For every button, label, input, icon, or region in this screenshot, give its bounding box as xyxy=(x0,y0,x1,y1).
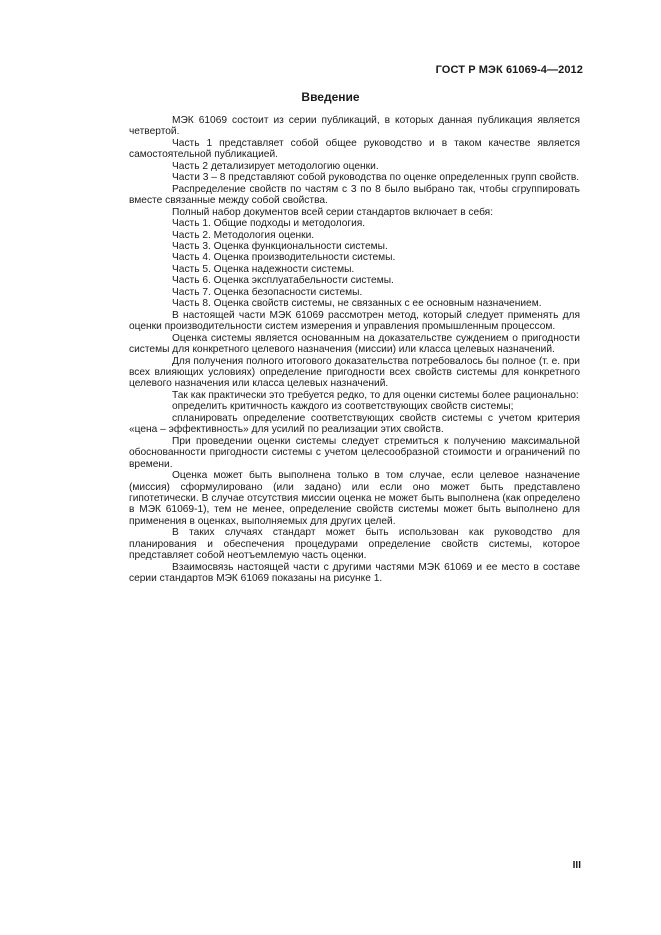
body-paragraph: Часть 1. Общие подходы и методология. xyxy=(172,218,366,230)
body-paragraph: спланировать определение соответствующих свойств системы с учетом критерия «цена – эффективность» для усилий по реализации этих свойств. xyxy=(129,412,580,436)
body-paragraph: определить критичность каждого из соответствующих свойств системы; xyxy=(172,401,514,413)
body-paragraph: Часть 3. Оценка функциональности системы. xyxy=(172,240,388,252)
body-paragraph: Взаимосвязь настоящей части с другими частями МЭК 61069 и ее место в составе серии стандартов МЭК 61069 показаны на рисунке 1. xyxy=(129,561,580,585)
body-paragraph: Полный набор документов всей серии стандартов включает в себя: xyxy=(172,206,494,218)
body-paragraph: В настоящей части МЭК 61069 рассмотрен метод, который следует применять для оценки производительности систем измерения и управления промышленным процессом. xyxy=(129,309,580,333)
page-title: Введение xyxy=(301,90,360,104)
body-paragraph: Оценка может быть выполнена только в том случае, если целевое назначение (миссия) сформулировано (или задано) или если оно может быть представлено гипотетически. В случае отсутствия миссии оценка не может быть выполнена (как определено в МЭК 61069-1), тем не менее, определение свойств системы может быть выполнено для применения в оценках, выполняемых для других целей. xyxy=(129,470,580,527)
body-paragraph: При проведении оценки системы следует стремиться к получению максимальной обоснованности пригодности системы с учетом целесообразной стоимости и ограничений по времени. xyxy=(129,435,580,470)
body-text xyxy=(129,115,580,585)
body-paragraph: В таких случаях стандарт может быть использован как руководство для планирования и обеспечения процедурами определение свойств системы, которое представляет собой неотъемлемую часть оценки. xyxy=(129,527,580,562)
page-number: III xyxy=(572,860,581,871)
body-paragraph: Оценка системы является основанным на доказательстве суждением о пригодности системы для конкретного целевого назначения (миссии) или класса целевых назначений. xyxy=(129,332,580,356)
body-paragraph: Часть 7. Оценка безопасности системы. xyxy=(172,286,363,298)
body-paragraph: Часть 5. Оценка надежности системы. xyxy=(172,263,355,275)
body-paragraph: Часть 4. Оценка производительности системы. xyxy=(172,252,396,264)
body-paragraph: Части 3 – 8 представляют собой руководства по оценке определенных групп свойств. xyxy=(172,172,580,184)
body-paragraph: Распределение свойств по частям с 3 по 8 было выбрано так, чтобы сгруппировать вместе связанные между собой свойства. xyxy=(129,183,580,207)
body-paragraph: Часть 8. Оценка свойств системы, не связанных с ее основным назначением. xyxy=(172,298,542,310)
body-paragraph: Так как практически это требуется редко, то для оценки системы более рационально: xyxy=(172,389,579,401)
body-paragraph: Часть 6. Оценка эксплуатабельности системы. xyxy=(172,275,394,287)
body-paragraph: МЭК 61069 состоит из серии публикаций, в которых данная публикация является четвертой. xyxy=(129,115,580,138)
body-paragraph: Для получения полного итогового доказательства потребовалось бы полное (т. е. при всех влияющих условиях) определение пригодности всех свойств системы для конкретного целевого назначения или класса целевых назначений. xyxy=(129,355,580,390)
document-header-id: ГОСТ Р МЭК 61069-4—2012 xyxy=(435,64,583,76)
body-paragraph: Часть 2. Методология оценки. xyxy=(172,229,315,241)
body-paragraph: Часть 2 детализирует методологию оценки. xyxy=(172,160,379,172)
body-paragraph: Часть 1 представляет собой общее руководство и в таком качестве является самостоятельной публикацией. xyxy=(129,137,580,161)
